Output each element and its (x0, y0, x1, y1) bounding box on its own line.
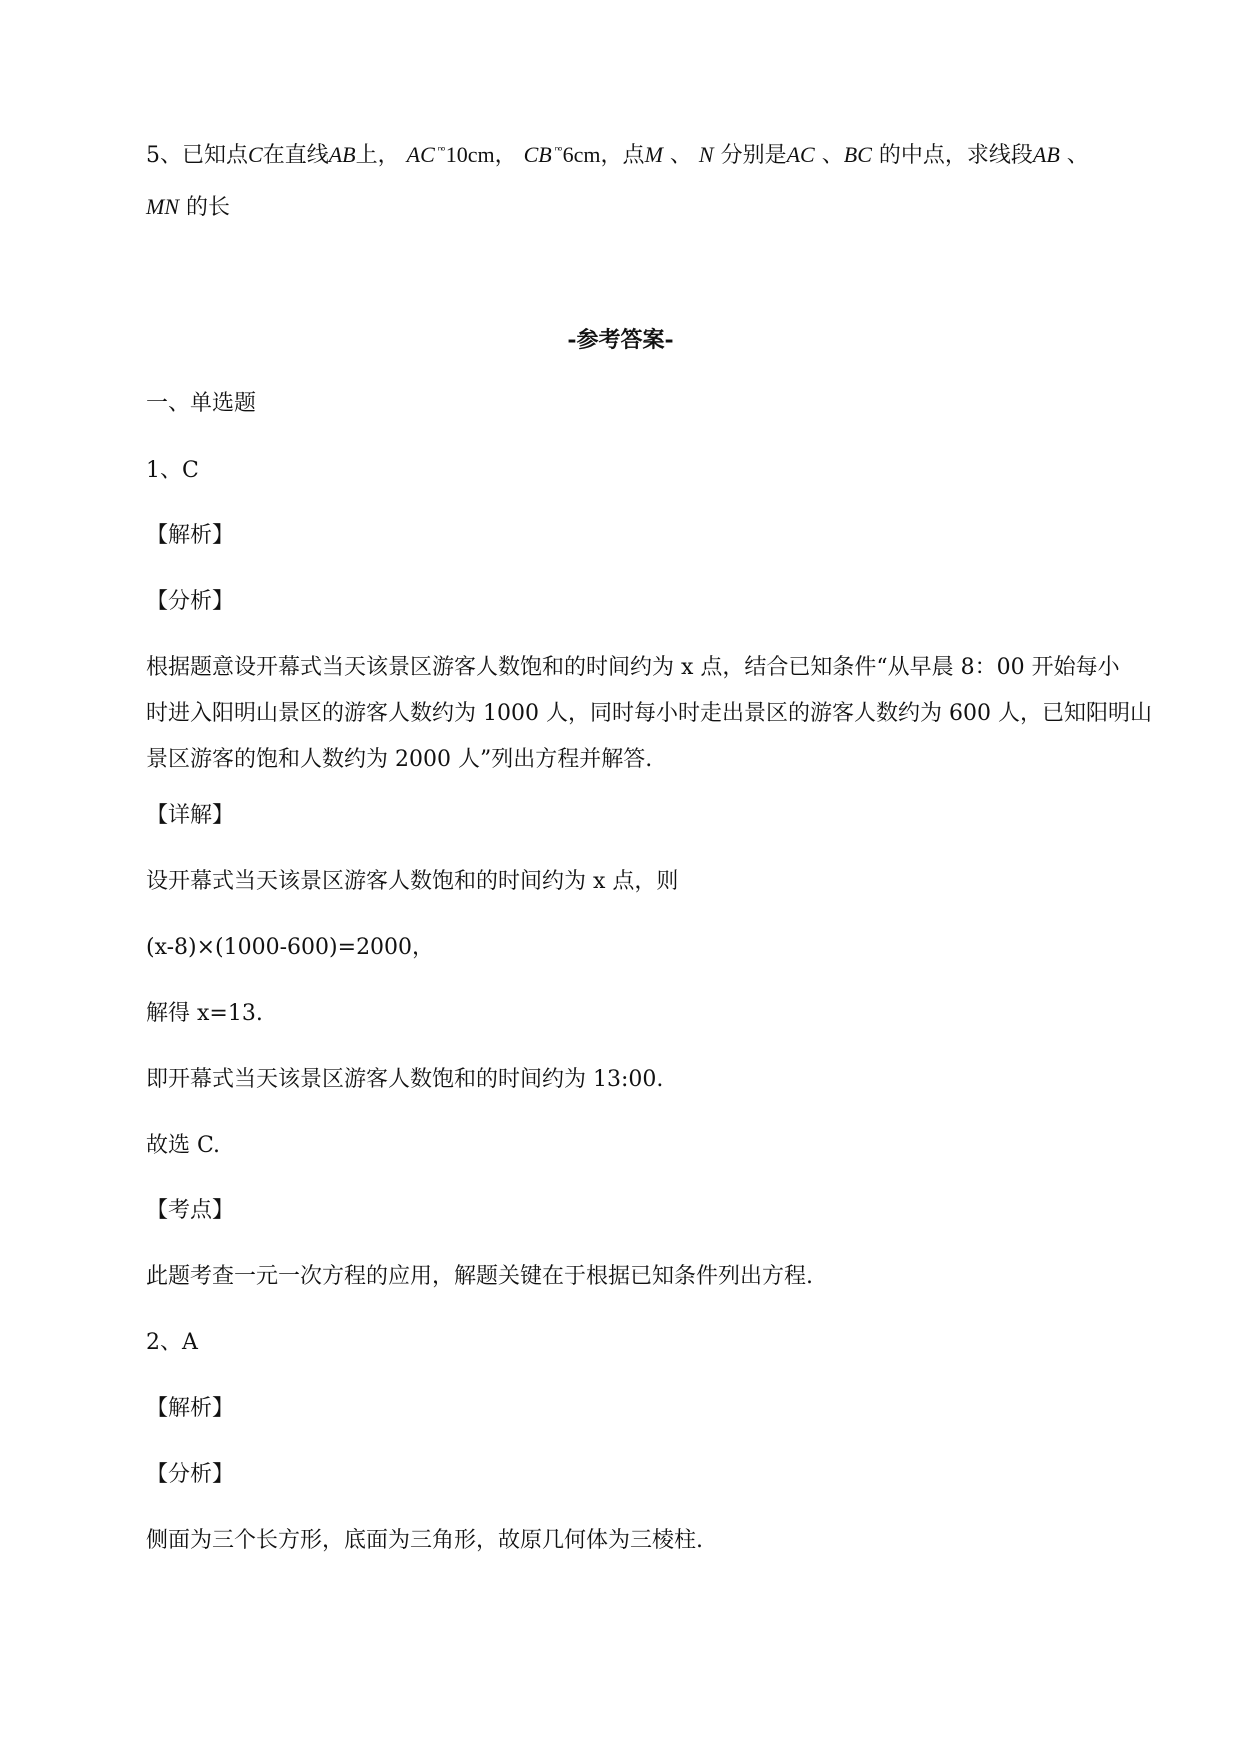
segment-bc: BC (843, 142, 872, 167)
segment-ab: AB (1032, 142, 1060, 167)
analysis-line: 根据题意设开幕式当天该景区游客人数饱和的时间约为 x 点，结合已知条件“从早晨 8：00 开始每小 (146, 655, 1120, 680)
cb-length: 6cm (562, 142, 601, 167)
label-fenxi: 【分析】 (146, 1462, 235, 1487)
kaodian-line: 此题考查一元一次方程的应用，解题关键在于根据已知条件列出方程. (146, 1264, 813, 1289)
analysis-line: 时进入阳明山景区的游客人数约为 1000 人，同时每小时走出景区的游客人数约为 600 人，已知阳明山 (146, 701, 1152, 726)
point-c: C (248, 142, 263, 167)
segment-ac: AC (786, 142, 815, 167)
section-title: 一、单选题 (146, 391, 257, 416)
label-kaodian: 【考点】 (146, 1198, 235, 1223)
line-ab: AB (328, 142, 356, 167)
analysis-line: 景区游客的饱和人数约为 2000 人”列出方程并解答. (146, 747, 653, 772)
analysis-line: 侧面为三个长方形，底面为三角形，故原几何体为三棱柱. (146, 1528, 703, 1553)
question-5-line-2: MN 的长 (146, 194, 231, 220)
segment-cb: CB (523, 142, 552, 167)
answer-2-number: 2、A (146, 1330, 198, 1355)
detail-line: 设开幕式当天该景区游客人数饱和的时间约为 x 点，则 (146, 869, 679, 894)
detail-conclusion: 故选 C. (146, 1133, 221, 1158)
detail-solution: 解得 x=13. (146, 1001, 263, 1026)
segment-mn: MN (146, 194, 179, 219)
label-xiangjie: 【详解】 (146, 803, 235, 828)
point-m: M (644, 142, 663, 167)
point-n: N (698, 142, 714, 167)
answer-1-number: 1、C (146, 458, 199, 483)
answer-heading: -参考答案- (567, 327, 674, 353)
question-number: 5、 (146, 143, 182, 168)
label-jiexi: 【解析】 (146, 523, 235, 548)
question-5-line-1: 5、已知点C在直线AB上， AC $^{^nᵒ}$10cm， CB $^{^nᵒ}$6cm，点M 、 N 分别是AC 、BC 的中点，求线段AB 、 (146, 142, 1089, 168)
detail-equation: (x-8)×(1000-600)=2000， (146, 935, 435, 960)
label-fenxi: 【分析】 (146, 589, 235, 614)
garbled-equals-symbol: ⁿᵒ (437, 144, 445, 157)
label-jiexi: 【解析】 (146, 1396, 235, 1421)
ac-length: 10cm (445, 142, 495, 167)
segment-ac: AC (406, 142, 435, 167)
detail-line: 即开幕式当天该景区游客人数饱和的时间约为 13:00. (146, 1067, 664, 1092)
garbled-equals-symbol: ⁿᵒ (554, 144, 562, 157)
